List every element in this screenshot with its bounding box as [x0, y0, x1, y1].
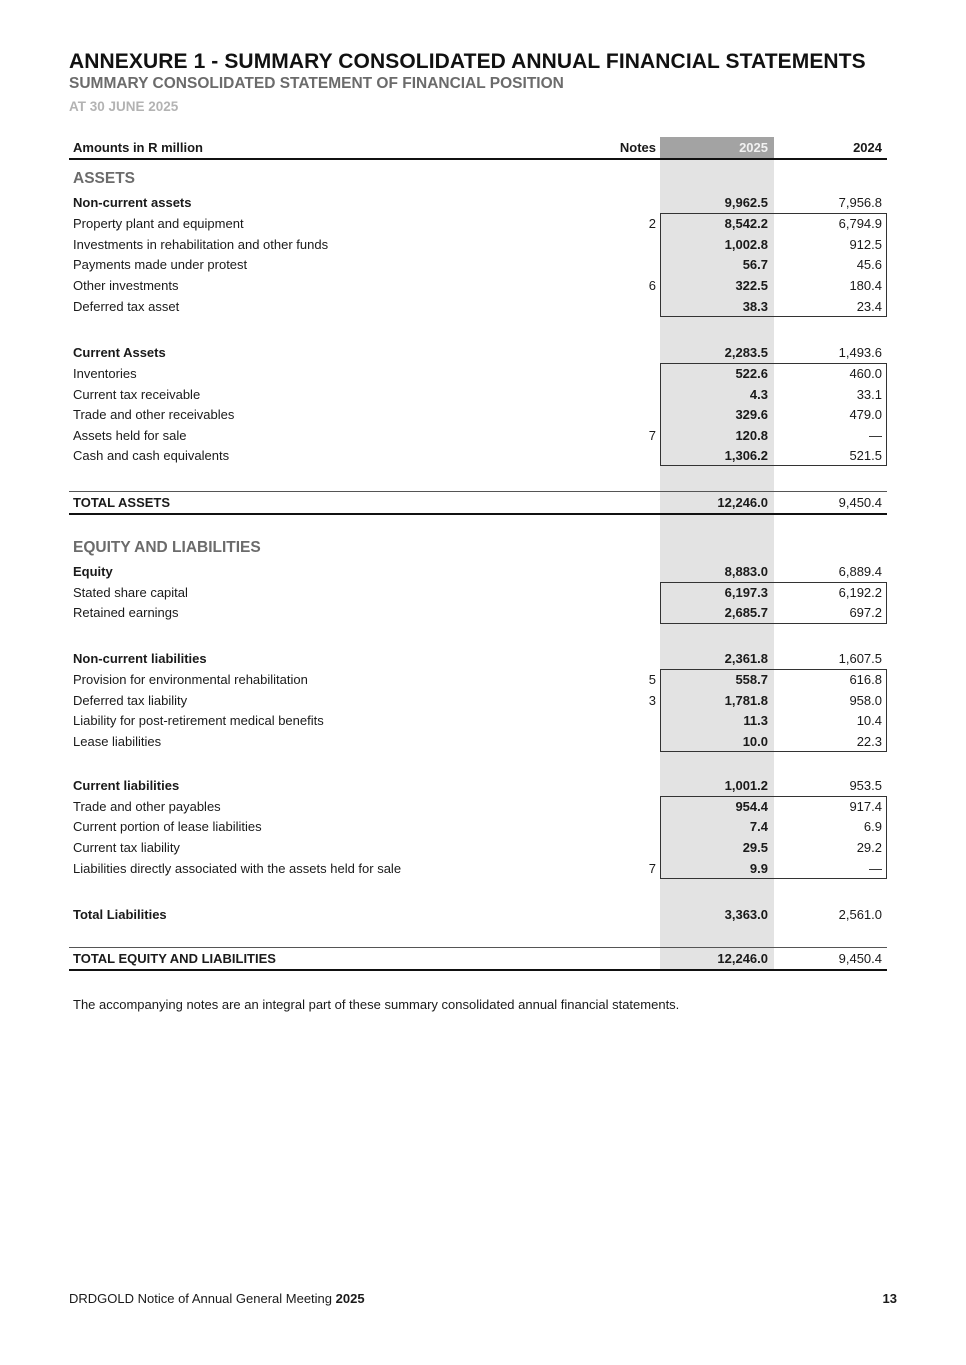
- table-row: Current tax receivable 4.3 33.1: [73, 387, 882, 402]
- table-row: Current portion of lease liabilities 7.4 6.9: [73, 819, 882, 834]
- table-row: Deferred tax asset 38.3 23.4: [73, 299, 882, 314]
- header-2024: 2024: [853, 140, 882, 155]
- footnote: The accompanying notes are an integral part of these summary consolidated annual financial statements.: [73, 997, 680, 1012]
- assets-heading: ASSETS: [73, 170, 136, 187]
- equity-liabilities-heading: EQUITY AND LIABILITIES: [73, 539, 261, 556]
- header-label: Amounts in R million: [73, 140, 203, 155]
- table-row: Lease liabilities 10.0 22.3: [73, 734, 882, 749]
- table-row: Assets held for sale 7 120.8 —: [73, 428, 882, 443]
- table-row: Payments made under protest 56.7 45.6: [73, 257, 882, 272]
- table-row: Investments in rehabilitation and other funds 1,002.8 912.5: [73, 237, 882, 252]
- table-row: Total Liabilities 3,363.0 2,561.0: [73, 907, 882, 922]
- table-row: Equity 8,883.0 6,889.4: [73, 564, 882, 579]
- header-2025: 2025: [739, 140, 768, 155]
- table-row: Other investments 6 322.5 180.4: [73, 278, 882, 293]
- page-subtitle: SUMMARY CONSOLIDATED STATEMENT OF FINANCIAL POSITION: [69, 75, 564, 92]
- table-row: Cash and cash equivalents 1,306.2 521.5: [73, 448, 882, 463]
- table-row: Stated share capital 6,197.3 6,192.2: [73, 585, 882, 600]
- footer-document-name: DRDGOLD Notice of Annual General Meeting 2025: [69, 1291, 365, 1306]
- table-row: Liabilities directly associated with the assets held for sale 7 9.9 —: [73, 861, 882, 876]
- table-row: Non-current liabilities 2,361.8 1,607.5: [73, 651, 882, 666]
- table-row: Liability for post-retirement medical benefits 11.3 10.4: [73, 713, 882, 728]
- table-row: Provision for environmental rehabilitation 5 558.7 616.8: [73, 672, 882, 687]
- total-assets-row: TOTAL ASSETS 12,246.0 9,450.4: [69, 491, 887, 515]
- table-header: [69, 137, 887, 160]
- table-row: Deferred tax liability 3 1,781.8 958.0: [73, 693, 882, 708]
- page-number: 13: [882, 1291, 897, 1306]
- total-equity-liabilities-row: TOTAL EQUITY AND LIABILITIES 12,246.0 9,450.4: [69, 947, 887, 971]
- page-title: ANNEXURE 1 - SUMMARY CONSOLIDATED ANNUAL FINANCIAL STATEMENTS: [69, 50, 866, 73]
- statement-date: AT 30 JUNE 2025: [69, 99, 179, 114]
- table-row: Trade and other payables 954.4 917.4: [73, 799, 882, 814]
- table-row: Retained earnings 2,685.7 697.2: [73, 605, 882, 620]
- table-row: Inventories 522.6 460.0: [73, 366, 882, 381]
- table-row: Trade and other receivables 329.6 479.0: [73, 407, 882, 422]
- table-row: Current liabilities 1,001.2 953.5: [73, 778, 882, 793]
- table-row: Non-current assets 9,962.5 7,956.8: [73, 195, 882, 210]
- table-row: Current Assets 2,283.5 1,493.6: [73, 345, 882, 360]
- table-row: Property plant and equipment 2 8,542.2 6,794.9: [73, 216, 882, 231]
- table-row: Current tax liability 29.5 29.2: [73, 840, 882, 855]
- header-notes: Notes: [619, 140, 656, 155]
